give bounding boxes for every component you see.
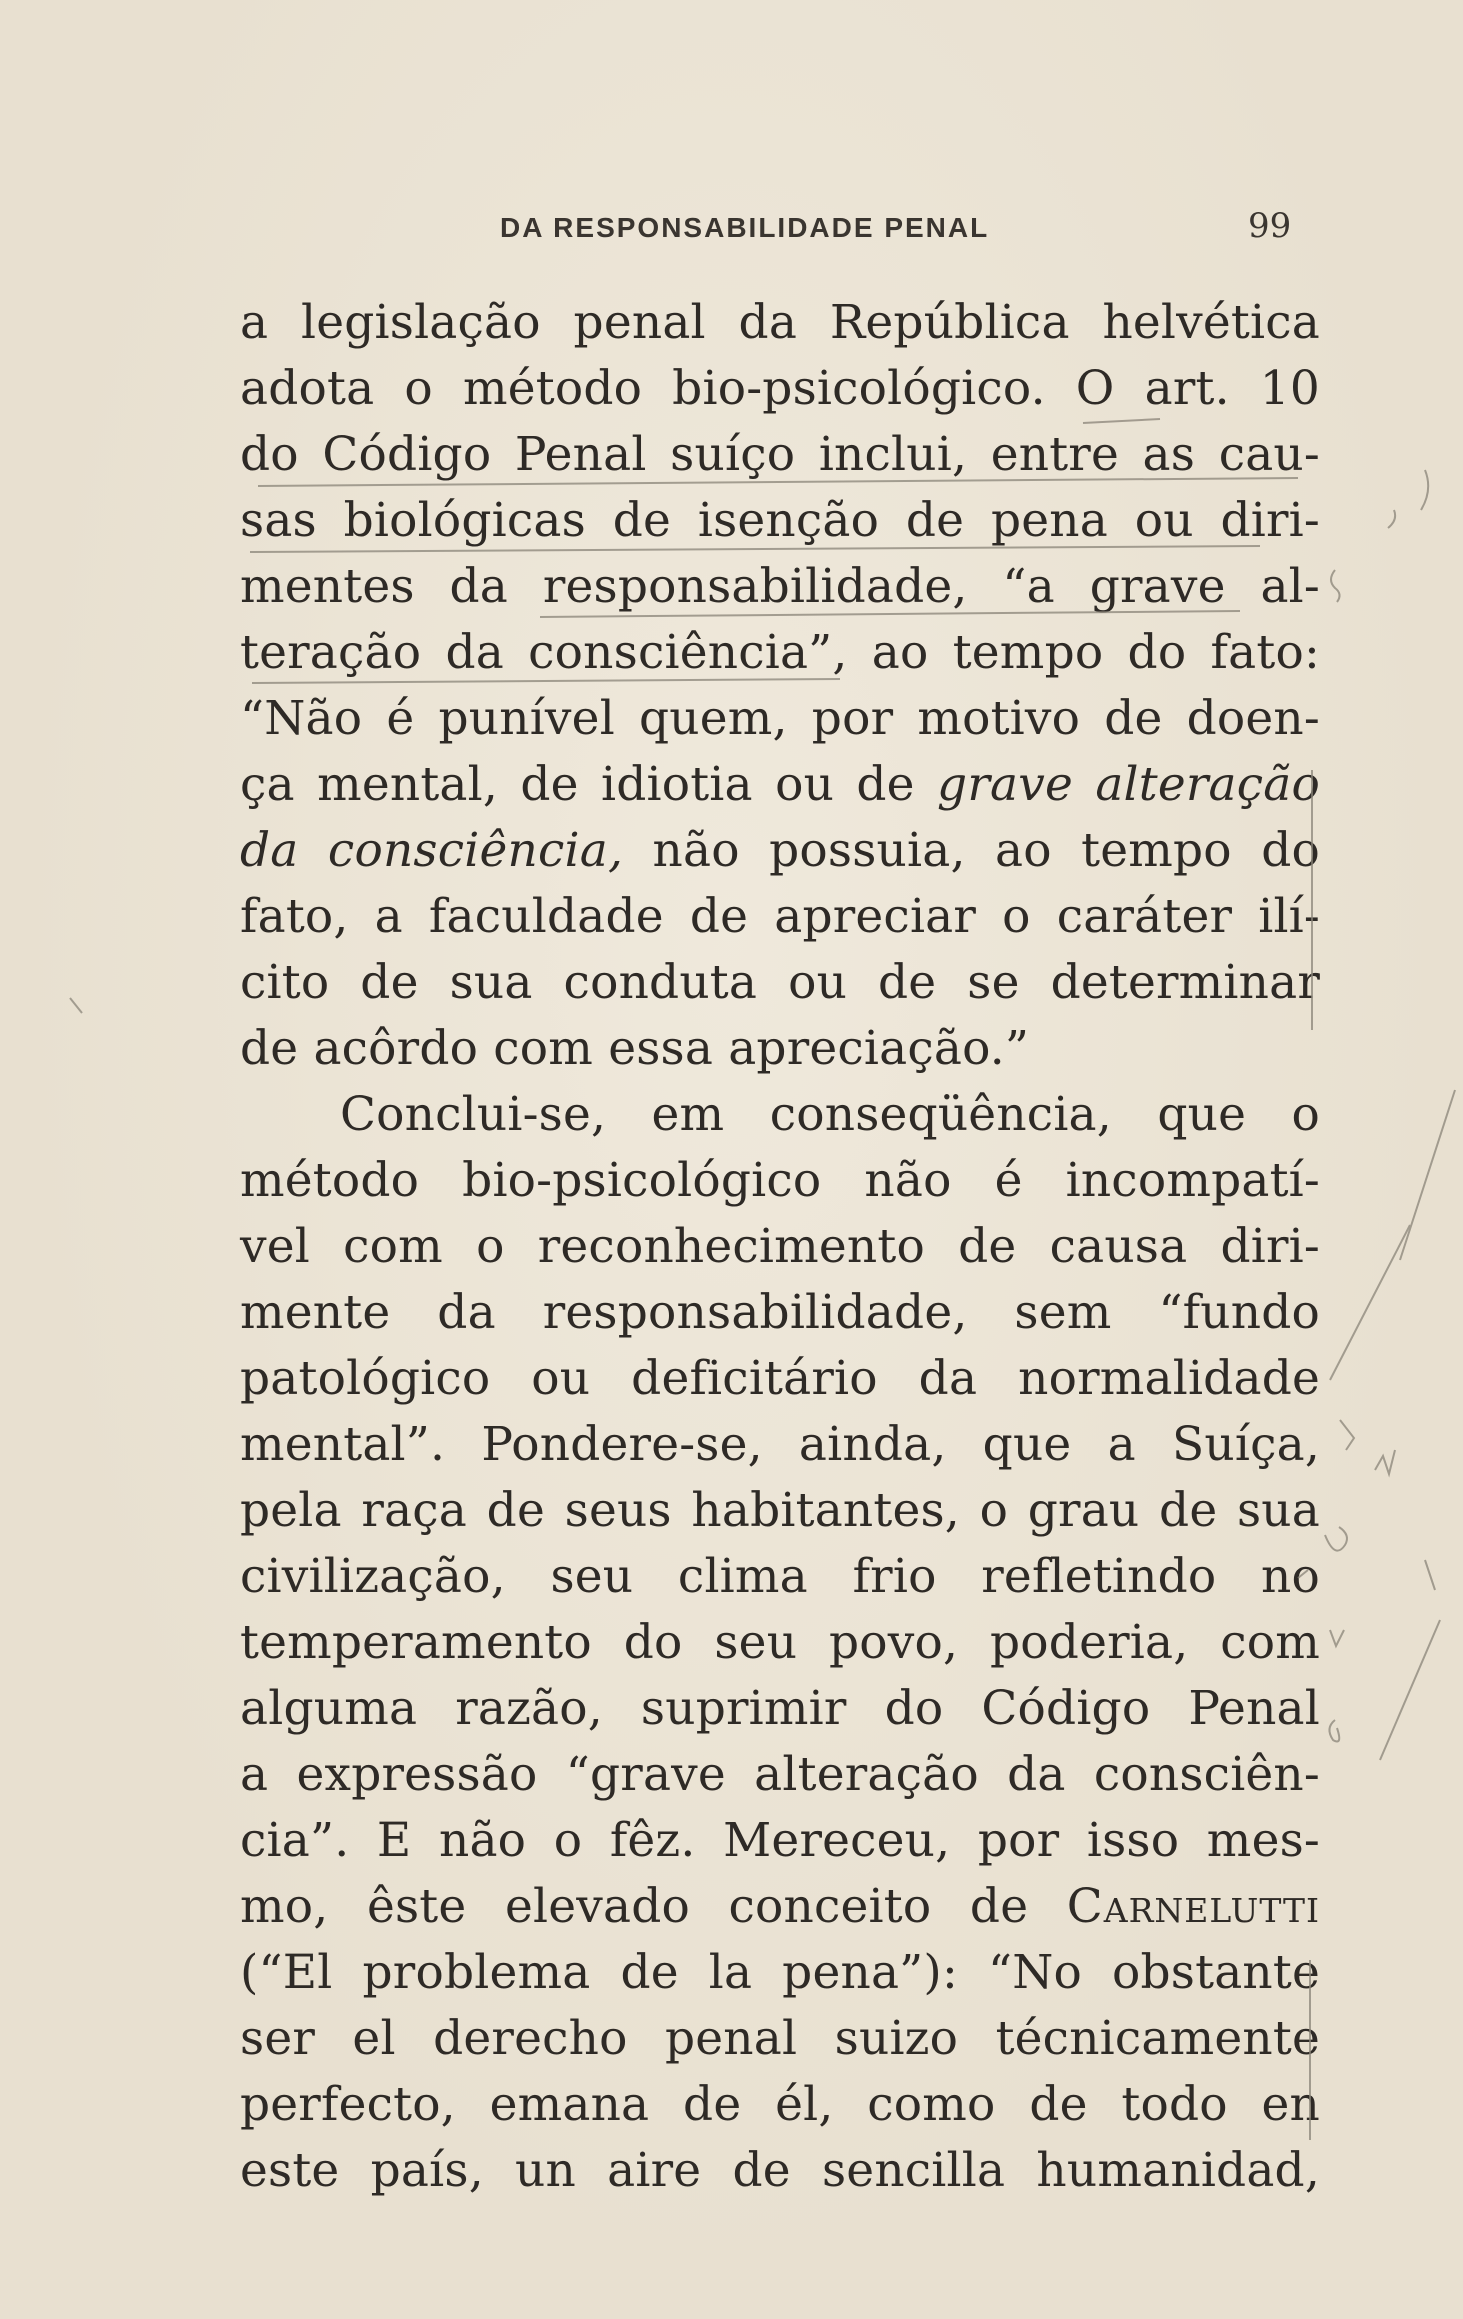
page-number: 99 [1248, 206, 1292, 246]
text-line: este país, un aire de sencilla humanidad, [240, 2143, 1320, 2198]
text-line: perfecto, emana de él, como de todo en [240, 2077, 1320, 2132]
underline-mark [258, 478, 1298, 486]
text-line: alguma razão, suprimir do Código Penal [240, 1681, 1320, 1736]
italic-fragment: grave alteração [937, 757, 1321, 812]
text-line: a legislação penal da República helvética [240, 295, 1320, 350]
margin-scribble [1421, 470, 1428, 510]
margin-scribble [1388, 510, 1395, 528]
text-line: mente da responsabilidade, sem “fundo [240, 1285, 1320, 1340]
text-line: ser el derecho penal suizo técnicamente [240, 2011, 1320, 2066]
margin-scribble [1331, 570, 1340, 602]
underline-mark [252, 679, 840, 683]
text-line: a expressão “grave alteração da consciên- [240, 1747, 1320, 1802]
text-fragment: ça mental, de idiotia ou de [240, 757, 915, 812]
margin-scribble [1340, 1420, 1354, 1450]
text-line: de acôrdo com essa apreciação.” [240, 1021, 1030, 1076]
running-title: DA RESPONSABILIDADE PENAL [500, 212, 990, 243]
underline-mark [1083, 419, 1160, 423]
text-line: mental”. Pondere-se, ainda, que a Suíça, [240, 1417, 1320, 1472]
text-line: teração da consciência”, ao tempo do fato: [240, 625, 1320, 680]
margin-slash [1380, 1620, 1440, 1760]
text-line: cito de sua conduta ou de se determinar [240, 955, 1320, 1010]
margin-scribble [1375, 1450, 1395, 1474]
text-line: civilização, seu clima frio refletindo no [240, 1549, 1320, 1604]
margin-scribble [1298, 1570, 1308, 1578]
italic-fragment: da consciência, [240, 823, 624, 878]
underline-mark [250, 546, 1260, 552]
text-line: do Código Penal suíço inclui, entre as cau- [240, 427, 1320, 482]
paragraph-start-line: Conclui-se, em conseqüência, que o [340, 1087, 1320, 1142]
text-line: sas biológicas de isenção de pena ou diri- [240, 493, 1320, 548]
text-line: método bio-psicológico não é incompatí- [240, 1153, 1320, 1208]
margin-scribble [1330, 1630, 1344, 1646]
margin-slash [70, 998, 82, 1013]
text-line: mentes da responsabilidade, “a grave al- [240, 559, 1320, 614]
text-line: pela raça de seus habitantes, o grau de sua [240, 1483, 1320, 1538]
text-fragment: não possuia, ao tempo do [652, 823, 1321, 878]
author-name: Carnelutti [1066, 1879, 1320, 1934]
margin-scribble [1325, 1527, 1347, 1551]
text-line: cia”. E não o fêz. Mereceu, por isso mes- [240, 1813, 1320, 1868]
text-line: (“El problema de la pena”): “No obstante [240, 1945, 1320, 2000]
text-fragment: mo, êste elevado conceito de [240, 1879, 1029, 1934]
text-line: temperamento do seu povo, poderia, com [240, 1615, 1320, 1670]
text-line: “Não é punível quem, por motivo de doen- [240, 691, 1320, 746]
text-line: patológico ou deficitário da normalidade [240, 1351, 1320, 1406]
margin-slash [1400, 1090, 1455, 1260]
margin-slash [1330, 1225, 1410, 1380]
text-line: fato, a faculdade de apreciar o caráter ilí- [240, 889, 1320, 944]
margin-scribble [1329, 1720, 1339, 1742]
margin-scribble [1425, 1560, 1435, 1590]
underline-mark [540, 611, 1240, 617]
text-line: adota o método bio-psicológico. O art. 10 [240, 361, 1320, 416]
text-line: vel com o reconhecimento de causa diri- [240, 1219, 1320, 1274]
